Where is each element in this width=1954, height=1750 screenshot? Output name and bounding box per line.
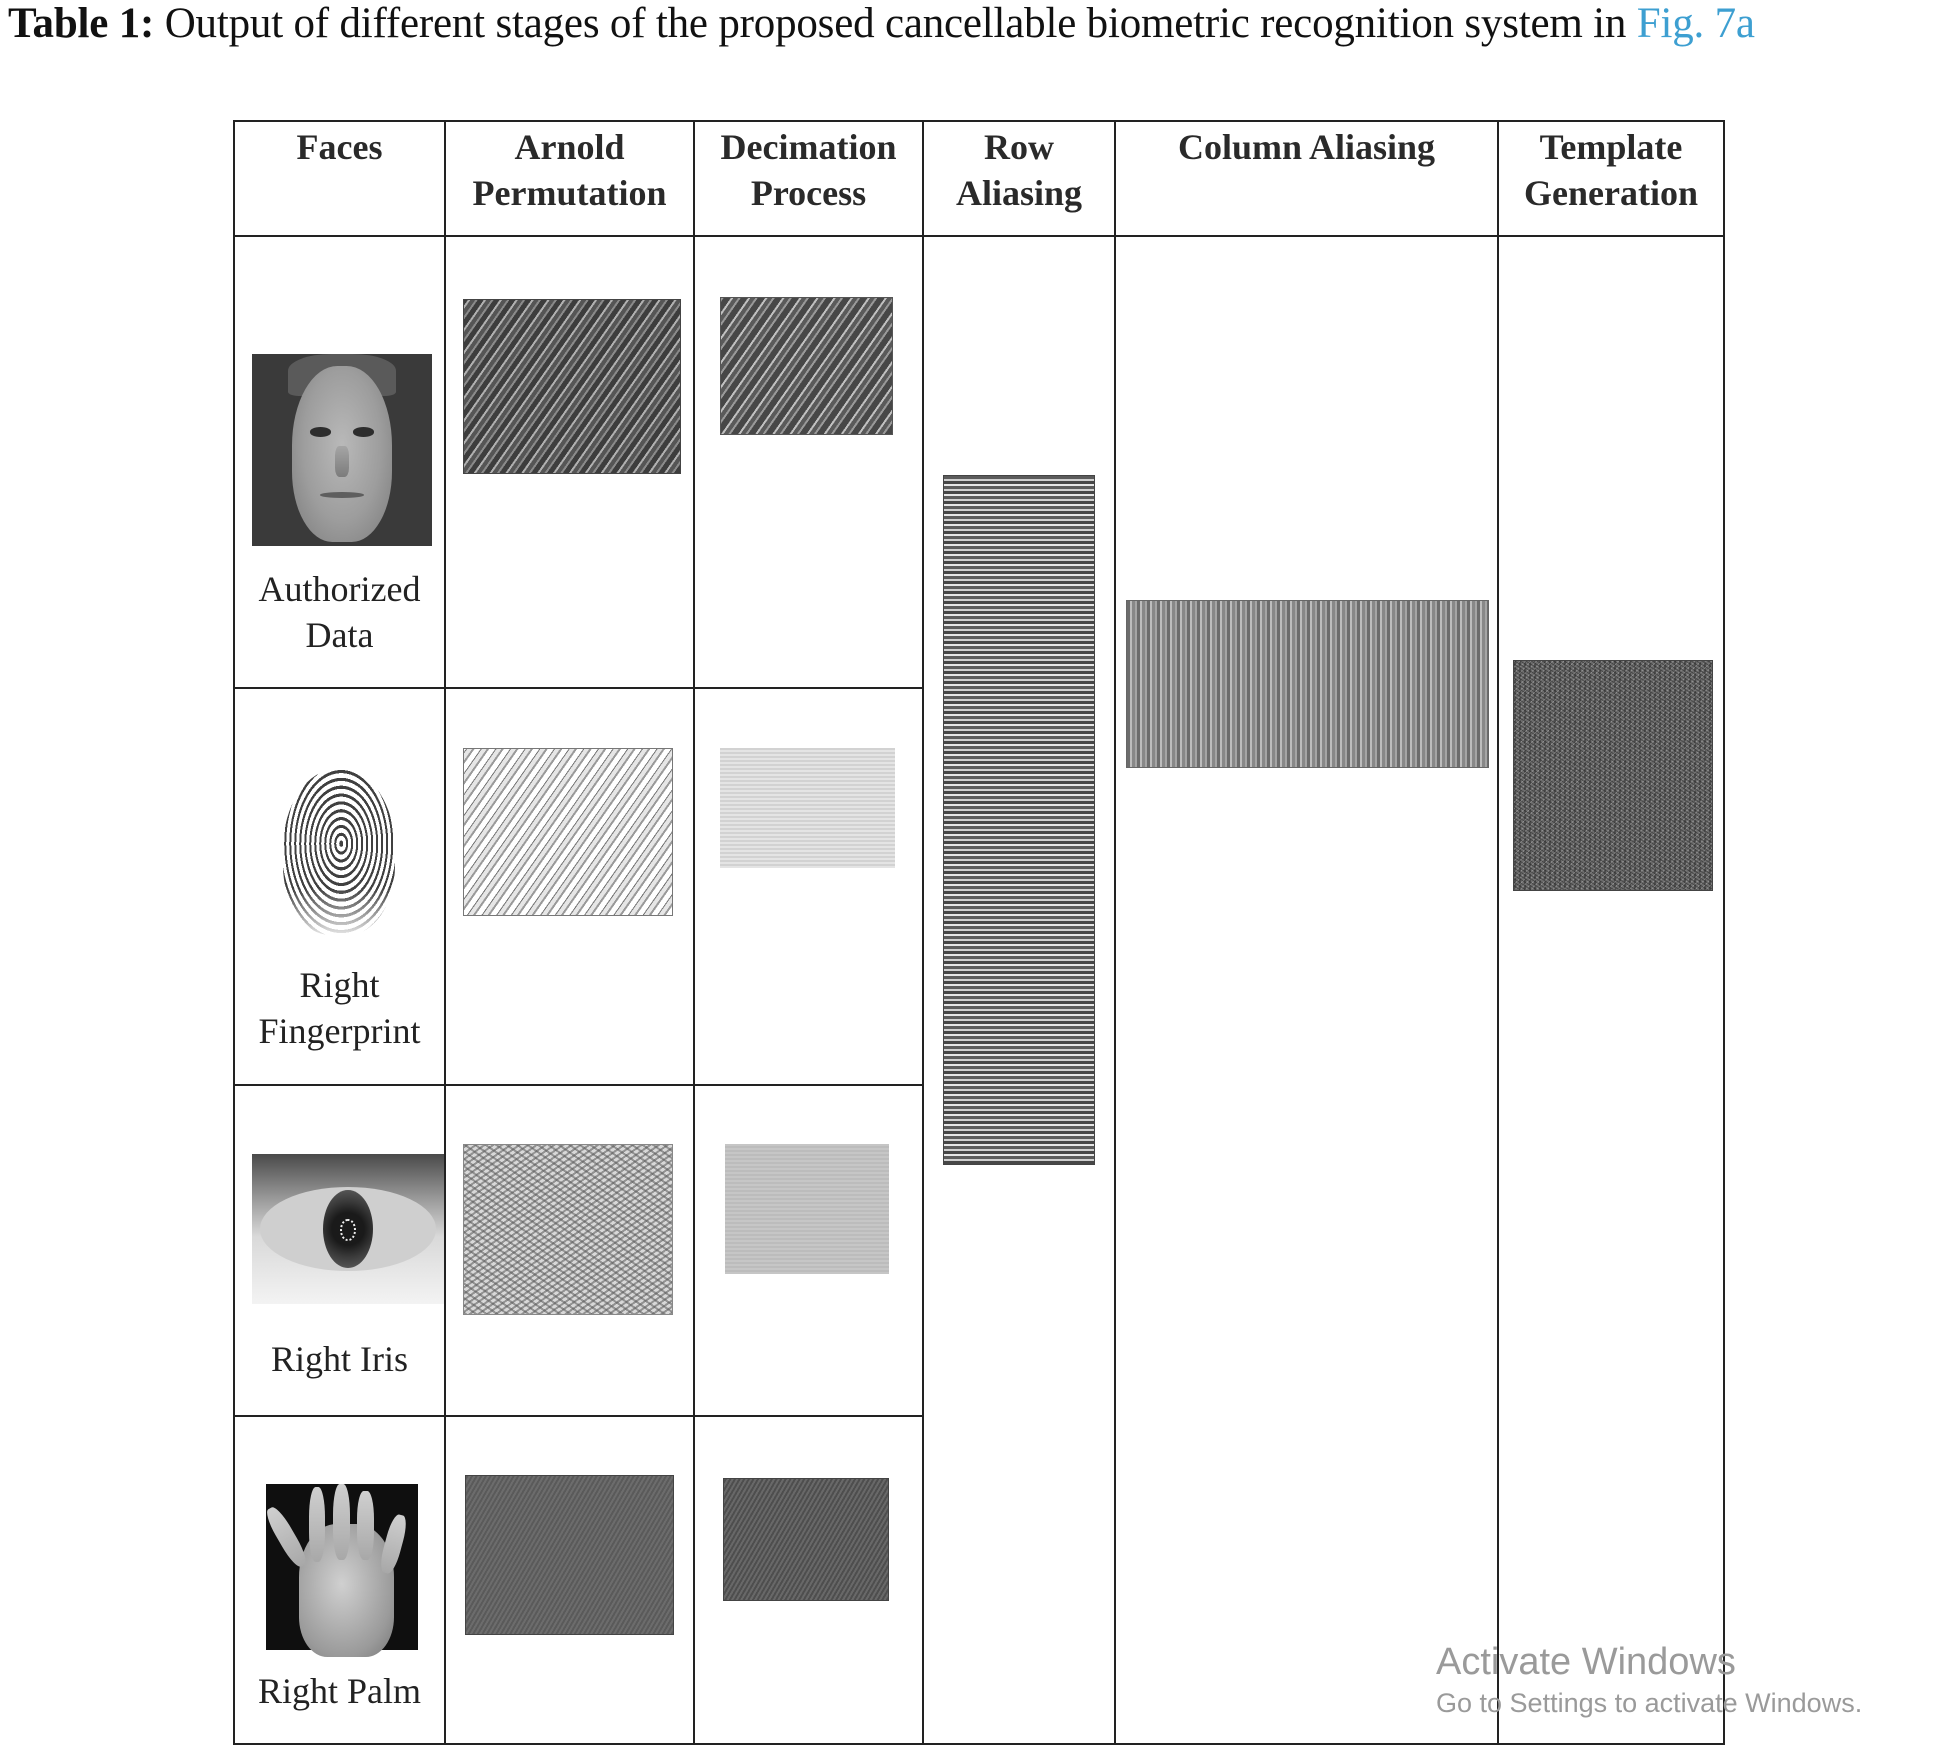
iris-photo — [252, 1154, 444, 1304]
row-label-line: Right Iris — [270, 1339, 408, 1379]
activation-watermark-title: Activate Windows — [1436, 1641, 1736, 1683]
grid-line — [235, 1415, 924, 1417]
row-label-line: Right — [299, 965, 380, 1005]
caption-text: Output of different stages of the proposed cancellable biometric recognition system in — [154, 0, 1637, 47]
template-output — [1513, 660, 1713, 891]
header-faces: Faces — [296, 127, 383, 167]
column-aliasing-output — [1126, 600, 1489, 768]
row-label-line: Authorized — [258, 569, 421, 609]
decimation-output-face — [720, 297, 893, 435]
row-label-line: Fingerprint — [258, 1011, 421, 1051]
row-aliasing-output — [943, 475, 1095, 1165]
arnold-output-iris — [463, 1144, 673, 1315]
header-column-aliasing: Column Aliasing — [1177, 127, 1436, 167]
grid-line — [693, 122, 695, 1743]
row-label-palm — [235, 1668, 444, 1714]
fingerprint-photo — [265, 762, 413, 942]
row-label-line: Right Palm — [257, 1671, 422, 1711]
grid-line — [1114, 122, 1116, 1743]
activation-watermark-subtitle: Go to Settings to activate Windows. — [1436, 1688, 1863, 1718]
decimation-output-fingerprint — [720, 748, 895, 868]
header-template-generation: Template Generation — [1524, 127, 1698, 213]
palm-photo — [266, 1484, 418, 1650]
row-label-iris — [235, 1336, 444, 1382]
header-arnold-permutation: Arnold Permutation — [472, 127, 667, 213]
grid-line — [1497, 122, 1499, 1743]
arnold-output-palm — [465, 1475, 674, 1635]
row-label-fingerprint — [235, 962, 444, 1054]
grid-line — [235, 687, 924, 689]
stages-table — [233, 120, 1863, 1745]
face-photo — [252, 354, 432, 546]
header-decimation-process: Decimation Process — [720, 127, 897, 213]
table-caption — [8, 0, 1755, 48]
decimation-output-iris — [725, 1144, 889, 1274]
caption-label: Table 1: — [8, 0, 155, 47]
arnold-output-face — [463, 299, 681, 474]
arnold-output-fingerprint — [463, 748, 673, 916]
grid-line — [235, 1084, 924, 1086]
decimation-output-palm — [723, 1478, 889, 1601]
figure-link[interactable]: Fig. 7a — [1636, 0, 1755, 47]
grid-line — [922, 122, 924, 1743]
row-label-authorized — [235, 566, 444, 658]
row-label-line: Data — [305, 615, 374, 655]
grid-line — [444, 122, 446, 1743]
header-row-aliasing: Row Aliasing — [955, 127, 1083, 213]
